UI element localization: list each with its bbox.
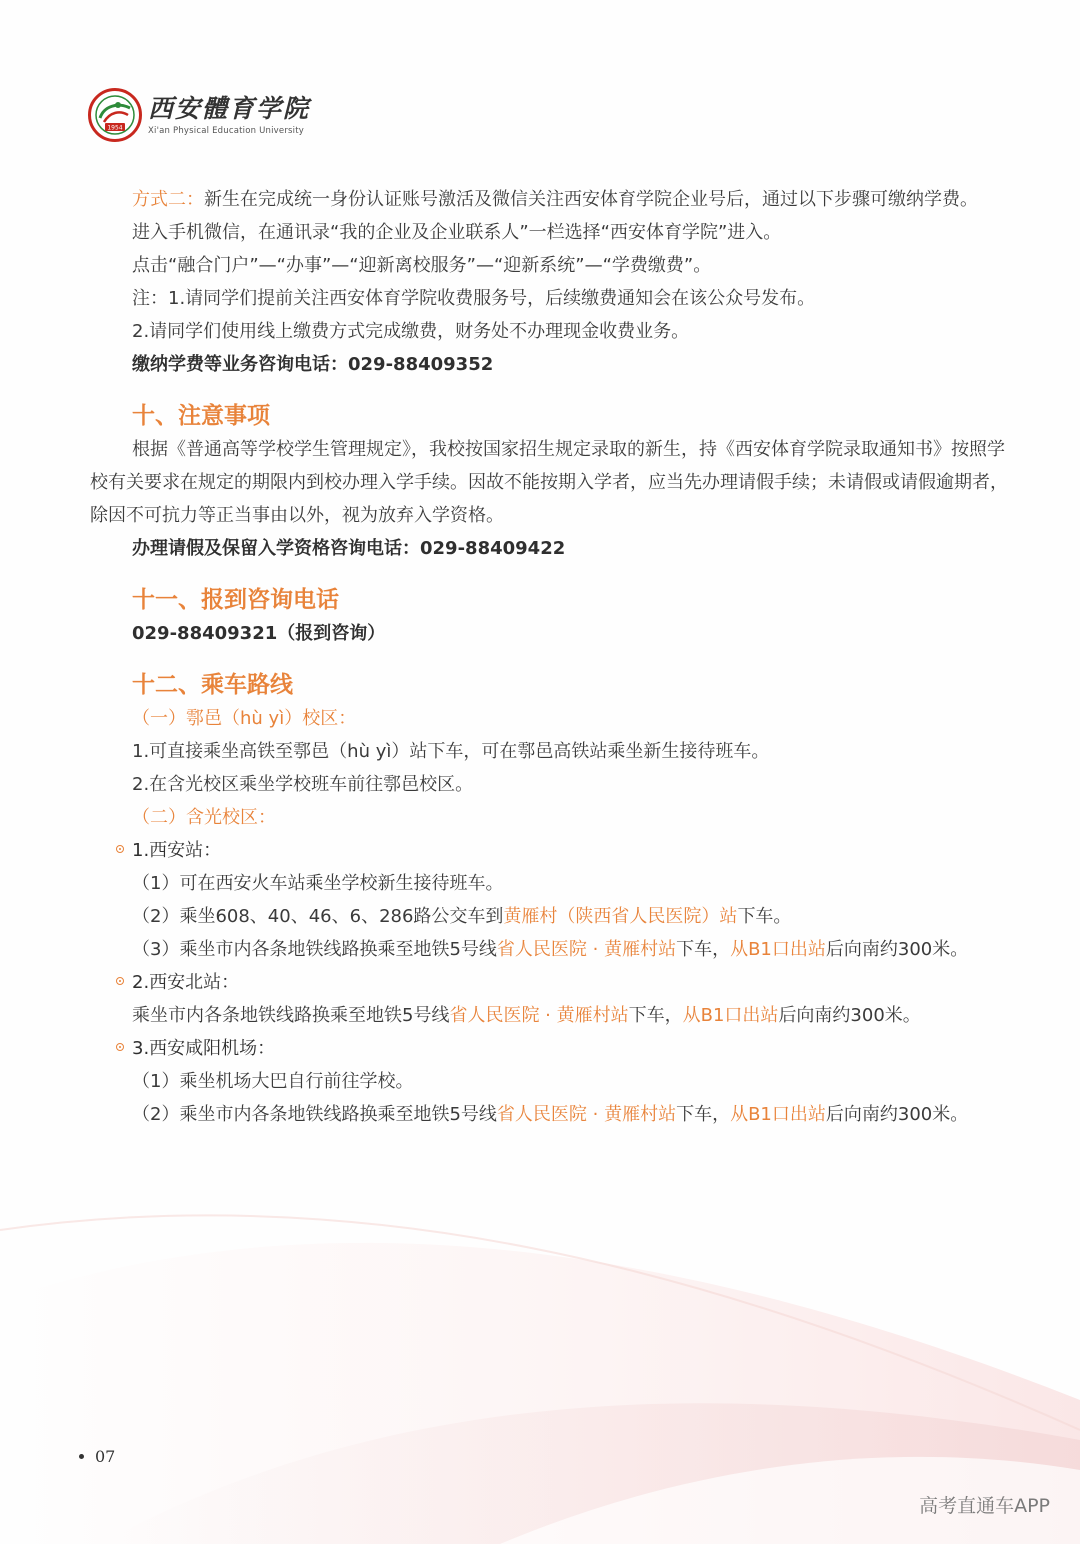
tuition-phone: 缴纳学费等业务咨询电话：029-88409352 (132, 354, 494, 375)
hanguang-campus-title: （二）含光校区： (132, 807, 276, 828)
huyi-campus-title: （一）鄠邑（hù yì）校区： (132, 708, 357, 729)
bullet-icon (116, 977, 124, 985)
svg-text:1954: 1954 (107, 124, 123, 132)
airport-route-1: （1）乘坐机场大巴自行前往学校。 (132, 1071, 414, 1092)
payment-note-2: 2.请同学们使用线上缴费方式完成缴费，财务处不办理现金收费业务。 (132, 321, 690, 342)
payment-step-1: 进入手机微信，在通讯录“我的企业及企业联系人”一栏选择“西安体育学院”进入。 (132, 222, 782, 243)
section-twelve-title: 十二、乘车路线 (132, 672, 293, 698)
section-eleven-title: 十一、报到咨询电话 (132, 587, 339, 613)
xian-station-route-2: （2）乘坐608、40、46、6、286路公交车到黄雁村（陕西省人民医院）站下车。 (132, 906, 792, 927)
bullet-icon (116, 845, 124, 853)
xian-station-route-1: （1）可在西安火车站乘坐学校新生接待班车。 (132, 873, 504, 894)
university-seal-icon (88, 88, 142, 142)
bullet-icon (116, 1043, 124, 1051)
xian-north-station-heading: 2.西安北站： (90, 966, 1010, 999)
section-ten-paragraph: 根据《普通高等学校学生管理规定》，我校按国家招生规定录取的新生，持《西安体育学院录取通知书》按照学校有关要求在规定的期限内到校办理入学手续。因故不能按期入学者，应当先办理请假手续；未请假或请假逾期者，除因不可抗力等正当事由以外，视为放弃入学资格。 (90, 439, 1008, 526)
page-dot-icon (79, 1454, 84, 1459)
method-two-paragraph: 方式二：新生在完成统一身份认证账号激活及微信关注西安体育学院企业号后，通过以下步骤可缴纳学费。 (132, 189, 978, 210)
xian-station-heading: 1.西安站： (90, 834, 1010, 867)
logo-chinese-name: 西安體育学院 (148, 94, 311, 123)
payment-step-2: 点击“融合门户”—“办事”—“迎新离校服务”—“迎新系统”—“学费缴费”。 (132, 255, 712, 276)
leave-phone: 办理请假及保留入学资格咨询电话：029-88409422 (132, 538, 566, 559)
logo-english-name: Xi'an Physical Education University (148, 126, 304, 136)
registration-phone: 029-88409321（报到咨询） (132, 623, 386, 644)
document-body (90, 183, 1010, 1131)
airport-route-2: （2）乘坐市内各条地铁线路换乘至地铁5号线省人民医院 · 黄雁村站下车，从B1口出站后向南约300米。 (132, 1104, 969, 1125)
section-ten-title: 十、注意事项 (132, 403, 270, 429)
airport-heading: 3.西安咸阳机场： (90, 1032, 1010, 1065)
university-logo (88, 88, 310, 142)
xian-north-route: 乘坐市内各条地铁线路换乘至地铁5号线省人民医院 · 黄雁村站下车，从B1口出站后向南约300米。 (132, 1005, 921, 1026)
huyi-route-2: 2.在含光校区乘坐学校班车前往鄠邑校区。 (132, 774, 474, 795)
xian-station-route-3: （3）乘坐市内各条地铁线路换乘至地铁5号线省人民医院 · 黄雁村站下车，从B1口出站后向南约300米。 (132, 939, 969, 960)
app-watermark: 高考直通车APP (919, 1495, 1050, 1517)
page-number: 07 (79, 1447, 115, 1466)
method-two-label: 方式二： (132, 189, 204, 210)
huyi-route-1: 1.可直接乘坐高铁至鄠邑（hù yì）站下车，可在鄠邑高铁站乘坐新生接待班车。 (132, 741, 770, 762)
payment-note-1: 注：1.请同学们提前关注西安体育学院收费服务号，后续缴费通知会在该公众号发布。 (132, 288, 816, 309)
